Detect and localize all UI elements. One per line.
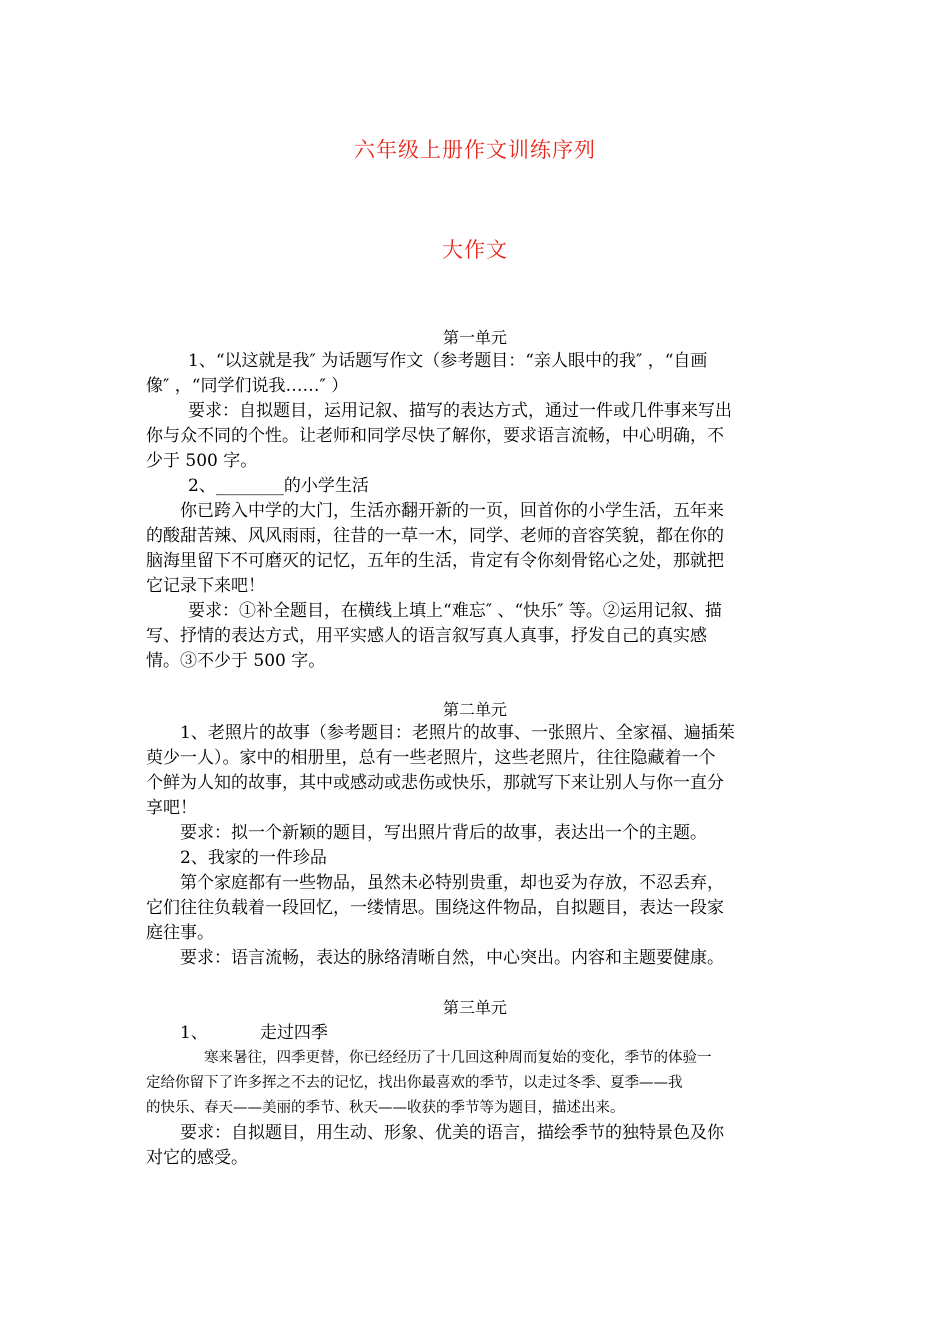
unit2-item1-line3: 个鲜为人知的故事，其中或感动或悲伤或快乐，那就写下来让别人与你一直分 [146,773,724,793]
unit3-req1-line2: 对它的感受。 [146,1148,248,1168]
unit1-heading: 第一单元 [442,328,507,347]
unit2-content [146,721,804,971]
unit1-item1-line2: 像″ ，“同学们说我……″ ） [146,376,349,396]
unit2-heading: 第二单元 [442,700,507,719]
unit3-desc1-line2: 定给你留下了许多挥之不去的记忆，找出你最喜欢的季节，以走过冬季、夏季——我 [146,1075,683,1091]
unit2-desc2-line3: 庭往事。 [146,923,214,943]
unit1-req2-line2: 写、抒情的表达方式，用平实感人的语言叙写真人真事，抒发自己的真实感 [146,626,707,646]
unit3-desc1-line1: 寒来暑往，四季更替，你已经经历了十几回这种周而复始的变化，季节的体验一 [204,1050,712,1066]
unit1-desc2-line3: 脑海里留下不可磨灭的记忆，五年的生活，肯定有令你刻骨铭心之处，那就把 [146,551,724,571]
unit2-item1-line4: 享吧！ [146,798,197,818]
unit1-item2: 2、________的小学生活 [188,476,369,496]
unit2-item1-line1: 1、老照片的故事（参考题目：老照片的故事、一张照片、全家福、遍插茱 [180,723,735,743]
unit2-desc2-line2: 它们往往负载着一段回忆，一缕情思。围绕这件物品，自拟题目，表达一段家 [146,898,724,918]
unit3-desc1-line3: 的快乐、春天——美丽的季节、秋天——收获的季节等为题目，描述出来。 [146,1100,625,1116]
unit1-content [146,349,804,674]
unit3-item1 [146,1021,804,1046]
unit1-desc2-line2: 的酸甜苦辣、风风雨雨，往昔的一草一木，同学、老师的音容笑貌，都在你的 [146,526,724,546]
unit2-desc2-line1: 第个家庭都有一些物品，虽然未必特别贵重，却也妥为存放，不忍丢弃， [180,873,724,893]
unit3-content [146,1021,804,1171]
unit3-req1-line1: 要求：自拟题目，用生动、形象、优美的语言，描绘季节的独特景色及你 [180,1123,724,1143]
unit2-item2: 2、我家的一件珍品 [180,848,327,868]
unit3-heading: 第三单元 [442,998,507,1017]
unit1-desc2-line1: 你已跨入中学的大门，生活亦翻开新的一页，回首你的小学生活，五年来 [180,501,724,521]
unit1-req2-line3: 情。③不少于 500 字。 [146,651,326,671]
unit1-req1-line1: 要求：自拟题目，运用记叙、描写的表达方式，通过一件或几件事来写出 [188,401,732,421]
document-title: 六年级上册作文训练序列 [354,138,596,162]
unit2-item1-line2: 萸少一人）。家中的相册里，总有一些老照片，这些老照片，往往隐藏着一个 [146,748,716,768]
unit1-req1-line3: 少于 500 字。 [146,451,258,471]
unit1-req1-line2: 你与众不同的个性。让老师和同学尽快了解你，要求语言流畅，中心明确，不 [146,426,724,446]
unit1-item1-line1: 1、“以这就是我″ 为话题写作文（参考题目：“亲人眼中的我″ ，“自画 [188,351,708,371]
unit2-req2: 要求：语言流畅，表达的脉络清晰自然，中心突出。内容和主题要健康。 [180,948,724,968]
unit3-item1-number: 1、 [180,1023,208,1043]
unit1-req2-line1: 要求：①补全题目，在横线上填上“难忘″ 、“快乐″ 等。②运用记叙、描 [188,601,722,621]
unit2-req1: 要求：拟一个新颖的题目，写出照片背后的故事，表达出一个的主题。 [180,823,707,843]
document-subtitle: 大作文 [442,238,508,262]
unit3-item1-title: 走过四季 [259,1023,328,1043]
unit1-desc2-line4: 它记录下来吧！ [146,576,265,596]
